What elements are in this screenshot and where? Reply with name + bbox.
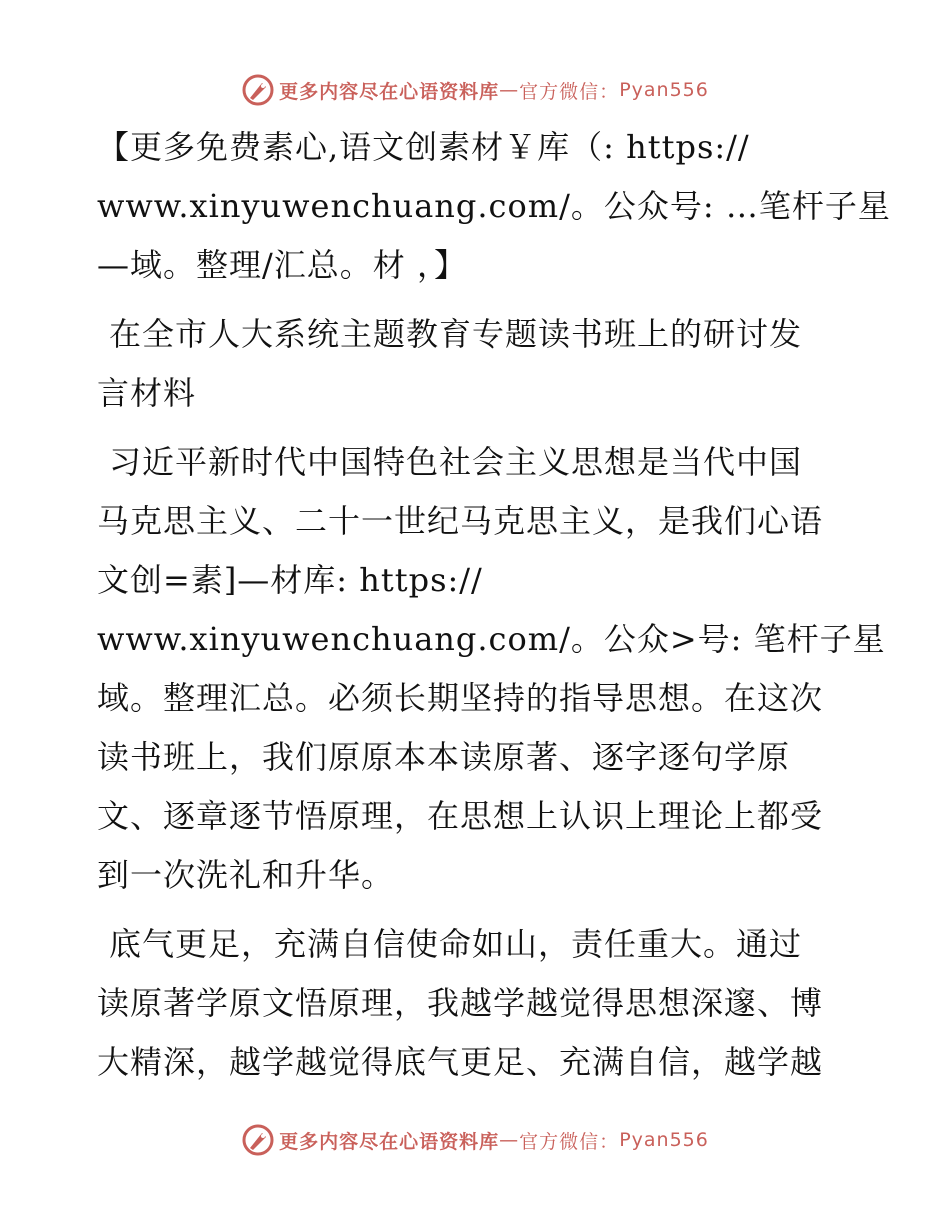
paragraph-line: 底气更足，充满自信使命如山，责任重大。通过 — [109, 925, 803, 963]
header-banner — [0, 70, 950, 110]
body-paragraph — [97, 433, 886, 905]
source-notice-paragraph — [97, 118, 891, 295]
body-paragraph — [97, 915, 857, 1092]
paragraph-line: 马克思主义、二十一世纪马克思主义，是我们心语 — [97, 502, 824, 540]
paragraph-line: 文创=素]—材库: https:// — [97, 561, 483, 599]
banner-brand-text: 更多内容尽在心语资料库 — [279, 1130, 500, 1153]
paragraph-line: 习近平新时代中国特色社会主义思想是当代中国 — [109, 443, 803, 481]
footer-banner — [0, 1120, 950, 1160]
paragraph-line: 文、逐章逐节悟原理，在思想上认识上理论上都受 — [97, 797, 824, 835]
pen-nib-circle-icon — [241, 1123, 275, 1157]
banner-wechat-label: 官方微信： — [519, 1130, 620, 1153]
paragraph-line: 读原著学原文悟原理，我越学越觉得思想深邃、博 — [97, 984, 824, 1022]
banner-wechat-label: 官方微信： — [519, 80, 620, 103]
title-line: 在全市人大系统主题教育专题读书班上的研讨发 — [109, 315, 803, 353]
paragraph-line: 域。整理汇总。必须长期坚持的指导思想。在这次 — [97, 679, 824, 717]
banner-brand-text: 更多内容尽在心语资料库 — [279, 80, 500, 103]
title-line: 言材料 — [97, 374, 197, 412]
banner-wechat-id: Pyan556 — [619, 1129, 709, 1151]
paragraph-line: —域。整理/汇总。材 ，】 — [97, 246, 467, 284]
banner-separator: — — [499, 1129, 520, 1151]
paragraph-line: 读书班上，我们原原本本读原著、逐字逐句学原 — [97, 738, 791, 776]
paragraph-line: www.xinyuwenchuang.com/。公众号: …笔杆子星 — [97, 187, 891, 225]
paragraph-line: 【更多免费素心,语文创素材￥库（: https:// — [97, 128, 750, 166]
paragraph-line: www.xinyuwenchuang.com/。公众>号: 笔杆子星 — [97, 620, 886, 658]
document-title — [97, 305, 857, 423]
document-body — [97, 118, 891, 1102]
pen-nib-circle-icon — [241, 73, 275, 107]
paragraph-line: 大精深，越学越觉得底气更足、充满自信，越学越 — [97, 1043, 824, 1081]
paragraph-line: 到一次洗礼和升华。 — [97, 856, 395, 894]
banner-separator: — — [499, 79, 520, 101]
banner-wechat-id: Pyan556 — [619, 79, 709, 101]
